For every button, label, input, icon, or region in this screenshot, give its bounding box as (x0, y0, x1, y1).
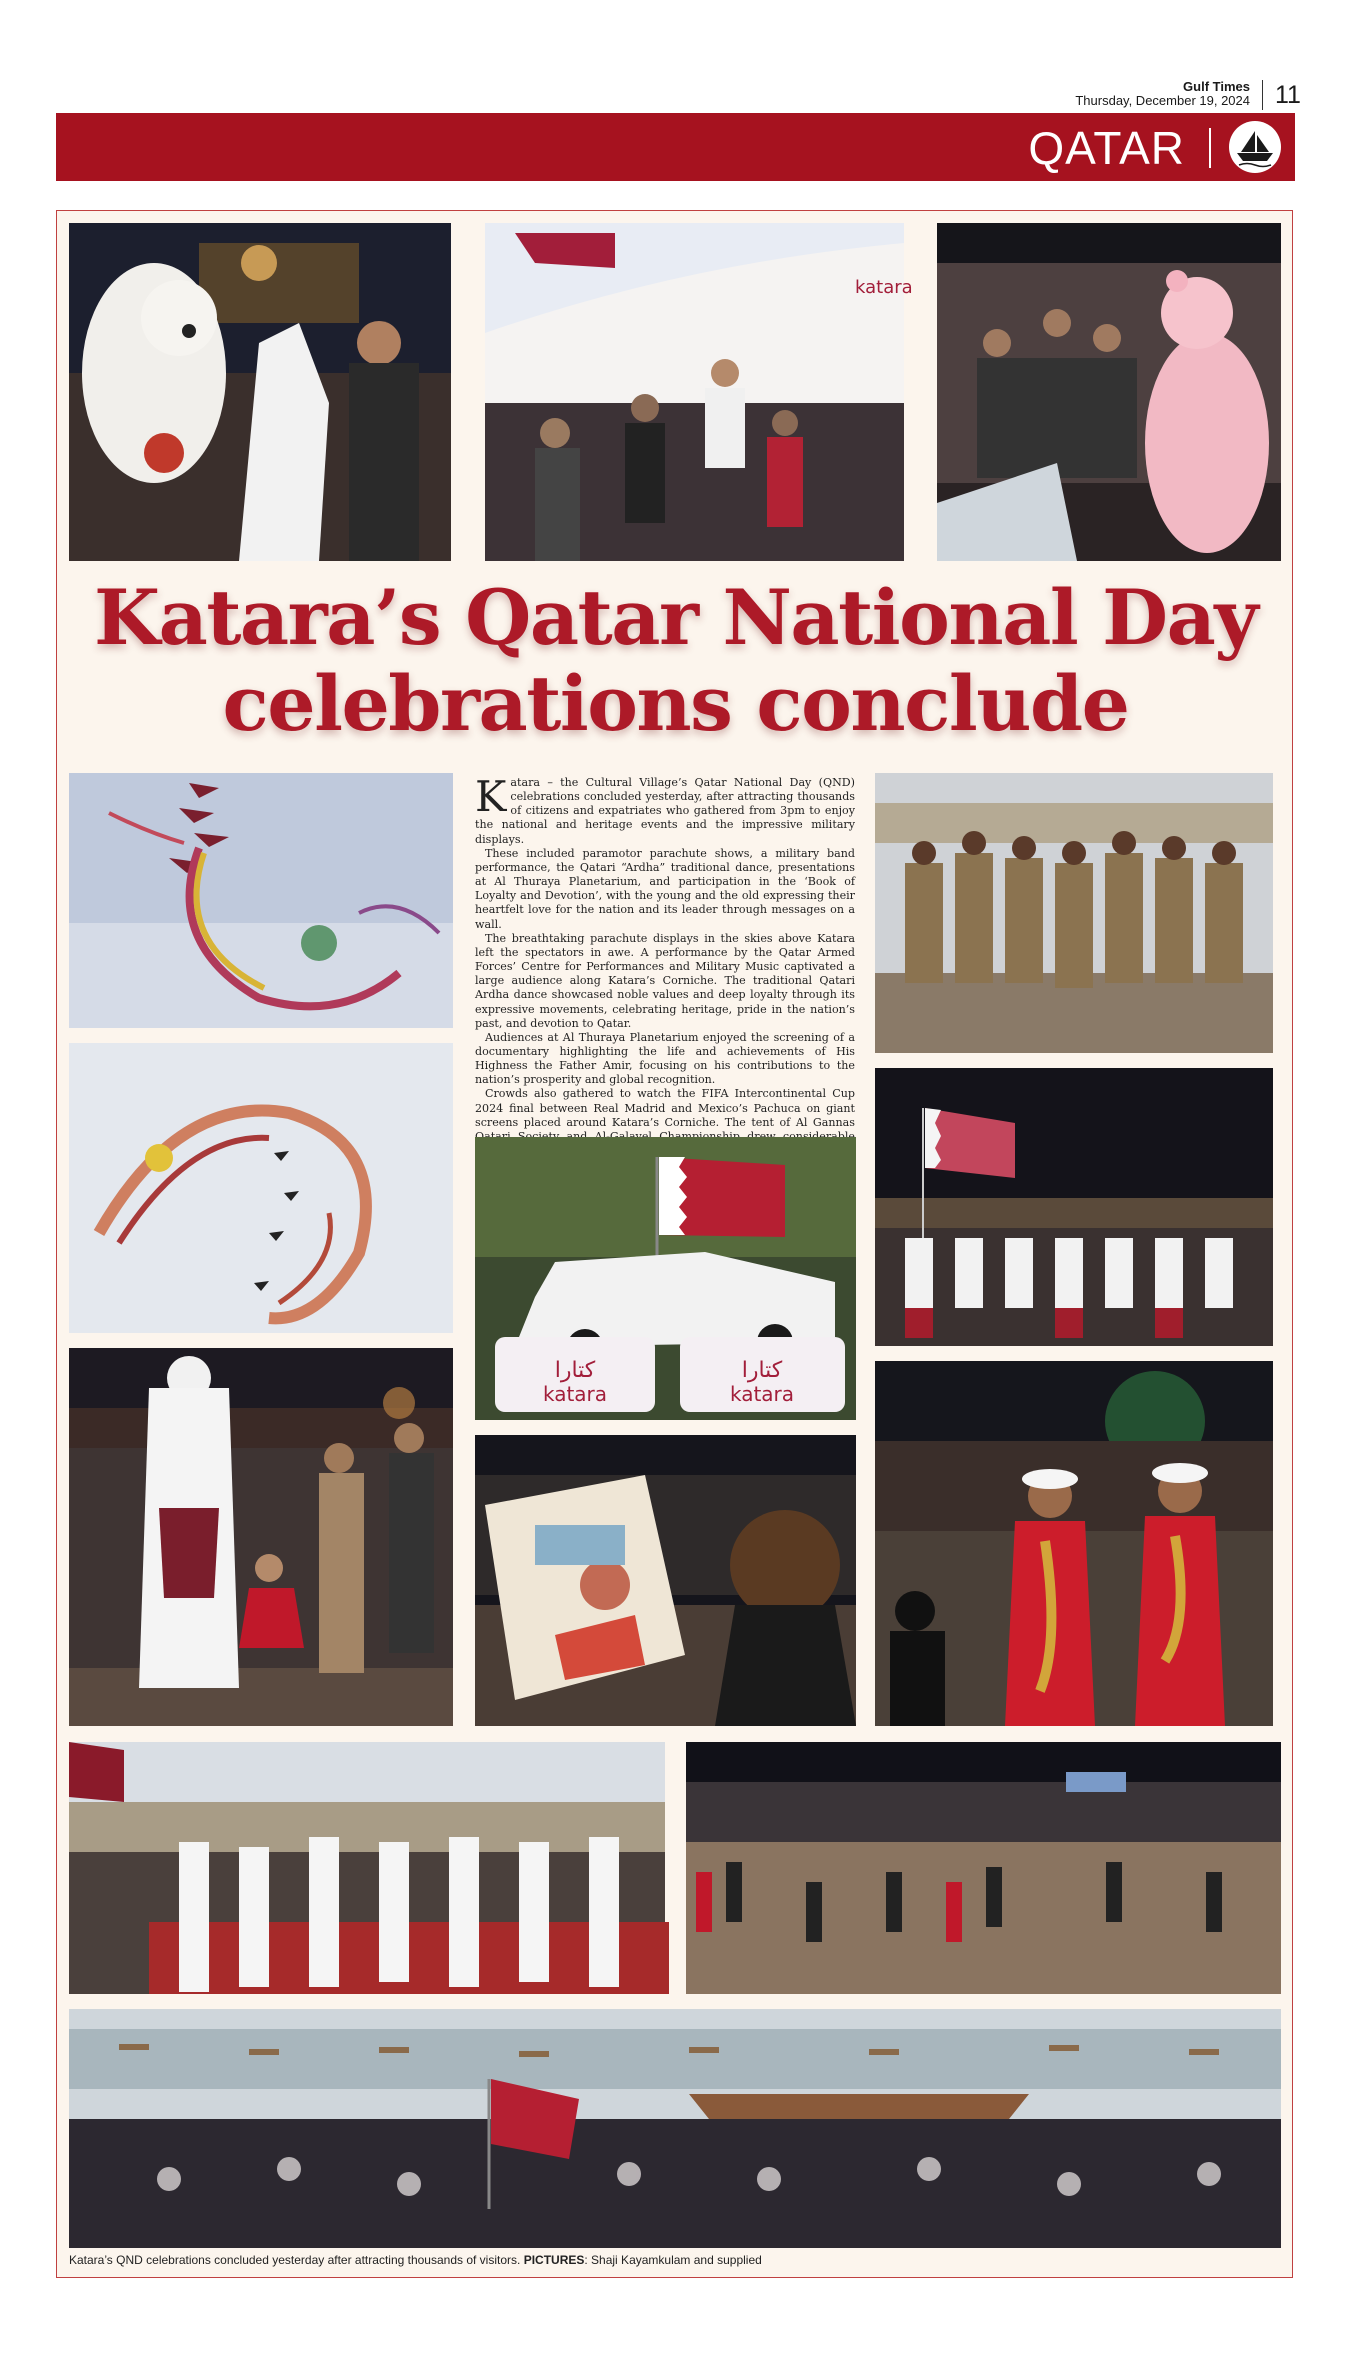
article-body (475, 772, 855, 1158)
photo-saxophone-players (875, 1361, 1273, 1726)
publication-date: Thursday, December 19, 2024 (1075, 92, 1250, 108)
article-paragraph: Audiences at Al Thuraya Planetarium enjoyed the screening of a documentary highlighting the life and achievements of His Highness the Father Amir, focusing on his contributions to the nation’s prosperity and global recognition. (475, 1030, 855, 1087)
katara-sign-arabic: كتارا (554, 1358, 596, 1383)
photo-loyalty-wall (485, 223, 913, 561)
photo-ardha-dance (69, 1742, 665, 1994)
publication-name: Gulf Times (1183, 79, 1250, 94)
page-number: 11 (1262, 80, 1315, 110)
photo-child-and-man (69, 1348, 453, 1726)
article-paragraph: Katara – the Cultural Village’s Qatar National Day (QND) celebrations concluded yesterday, after attracting thousands of citizens and expatriates who gathered from 3pm to enjoy the national and heritage events and the impressive military displays. (475, 772, 855, 846)
dhow-boat-icon (1229, 121, 1281, 173)
headline-line-1: Katara’s Qatar National Day (94, 573, 1257, 662)
article-paragraph: Crowds also gathered to watch the FIFA Intercontinental Cup 2024 final between Real Madrid and Mexico’s Pachuca on giant screens placed around Katara’s Corniche. The tent of Al Gannas (475, 1087, 855, 1129)
photo-military-band-flag (875, 1068, 1273, 1346)
article-paragraph: These included paramotor parachute shows, a military band performance, the Qatari “Ardha” traditional dance, presentations at Al Thuraya Planetarium, and participation in the ‘Book of Loyalty and Devotion’, with the young and the old expressing their heartfelt love for the nation and its leader through messages on a wall. (475, 846, 855, 931)
caption-credit: : Shaji Kayamkulam and supplied (584, 2253, 762, 2267)
photo-caption (69, 2253, 1269, 2267)
svg-text:katara: katara (855, 277, 913, 298)
masthead-meta (1000, 80, 1250, 107)
section-bar (56, 113, 1295, 181)
photo-parachute-show-2 (69, 1043, 453, 1333)
headline-line-2: celebrations conclude (222, 659, 1129, 748)
katara-sign-latin: katara (542, 1382, 608, 1406)
section-divider (1209, 128, 1211, 168)
photo-corniche-crowd (686, 1742, 1281, 1994)
photo-painting-artist (475, 1435, 856, 1726)
photo-flag-and-katara-sign (475, 1137, 856, 1420)
caption-credit-label: PICTURES (523, 2253, 585, 2267)
photo-polar-bear-mascot (69, 223, 451, 561)
article-paragraph: The breathtaking parachute displays in the skies above Katara left the spectators in awe. A performance by the Qatar Armed Forces’ Centre for Performances and Military Music captivated a large audience along Katara’s Corniche. The traditional Qatari Ardha dance showcased noble values and deep loyalty through its expressive movements, celebrating heritage, pride in the nation’s past, and devotion to Qatar. (475, 931, 855, 1030)
katara-sign-arabic: كتارا (741, 1358, 783, 1383)
photo-military-march (875, 773, 1273, 1053)
photo-pink-bear-mascot (937, 223, 1281, 561)
drop-cap: K (475, 772, 507, 821)
caption-text: Katara’s QND celebrations concluded yesterday after attracting thousands of visitors. (69, 2253, 521, 2267)
photo-dhow-harbour-crowd (69, 2009, 1281, 2248)
photo-parachute-show-1 (69, 773, 453, 1028)
katara-sign-latin: katara (729, 1382, 795, 1406)
section-label: QATAR (1028, 122, 1185, 174)
